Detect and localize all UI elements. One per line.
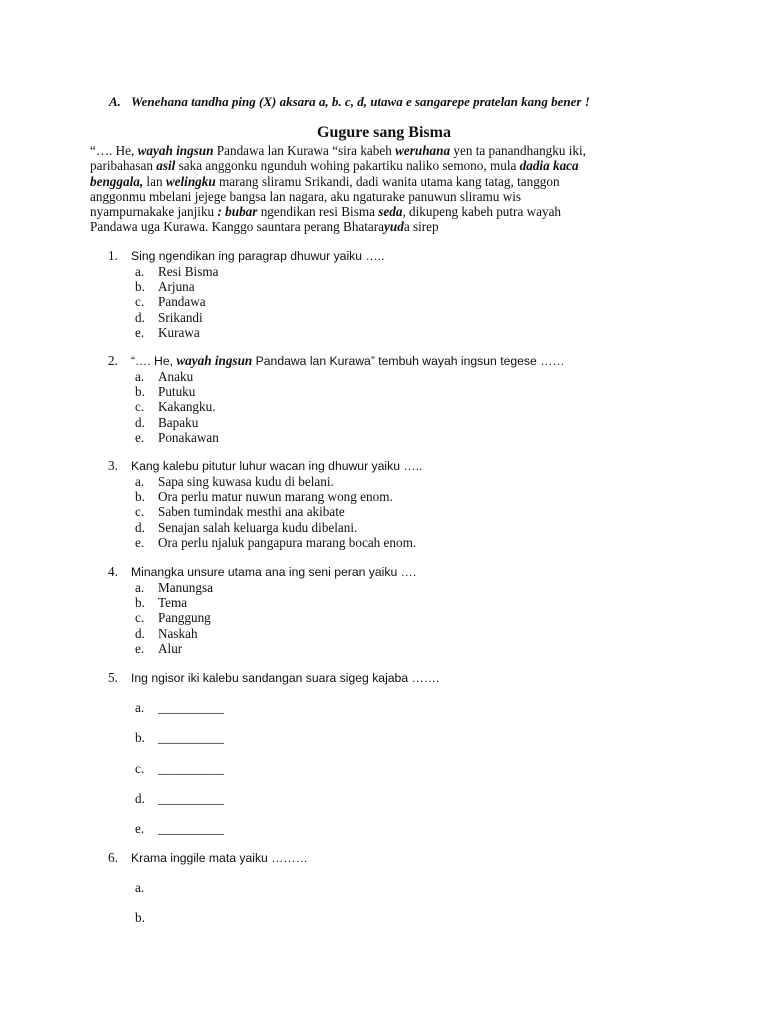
question-6: [108, 850, 708, 941]
option-c[interactable]: c. __________: [135, 760, 224, 776]
question-text: Krama inggile mata yaiku ………: [131, 851, 308, 865]
instruction-label: A.: [109, 94, 121, 109]
passage-line: benggala, lan welingku marang sliramu Srikandi, dadi wanita utama kang tatag, tanggon: [90, 173, 560, 189]
option-c[interactable]: c. Saben tumindak mesthi ana akibate: [135, 504, 345, 520]
option-e[interactable]: e. Kurawa: [135, 324, 200, 340]
passage-line: nyampurnakake janjiku : bubar ngendikan resi Bisma seda, dikupeng kabeh putra wayah: [90, 204, 562, 220]
question-number: 6.: [108, 850, 118, 865]
passage-line: “…. He, wayah ingsun Pandawa lan Kurawa “sira kabeh weruhana yen ta panandhangku iki,: [90, 143, 586, 158]
instruction: [109, 94, 590, 110]
passage-line: Pandawa uga Kurawa. Kanggo sauntara perang Bhatarayuda sirep: [90, 219, 439, 235]
question-number: 1.: [108, 248, 118, 263]
option-c[interactable]: c. Kakangku.: [135, 399, 216, 415]
option-a[interactable]: a.: [135, 880, 145, 895]
passage: [90, 143, 690, 235]
passage-line: paribahasan asil saka anggonku ngunduh wohing pakartiku naliko semono, mula dadia kaca: [90, 158, 579, 174]
answer-blank: __________: [158, 821, 224, 837]
option-a[interactable]: a. Manungsa: [135, 580, 213, 595]
instruction-text: Wenehana tandha ping (X) aksara a, b. c, d, utawa e sangarepe pratelan kang bener !: [131, 94, 590, 109]
option-c[interactable]: c. Panggung: [135, 610, 211, 626]
option-e[interactable]: e. Ora perlu njaluk pangapura marang bocah enom.: [135, 534, 417, 550]
question-3: [108, 458, 708, 550]
option-b[interactable]: b. Tema: [135, 595, 188, 611]
option-a[interactable]: a. Anaku: [135, 369, 194, 384]
answer-blank: __________: [158, 700, 224, 715]
question-2: [108, 353, 708, 445]
option-d[interactable]: d. Senajan salah keluarga kudu dibelani.: [135, 519, 358, 535]
question-4: [108, 564, 708, 656]
option-b[interactable]: b.: [135, 910, 145, 926]
question-text: “…. He, wayah ingsun Pandawa lan Kurawa” tembuh wayah ingsun tegese ……: [131, 353, 565, 368]
answer-blank: __________: [158, 730, 224, 746]
answer-blank: __________: [158, 790, 224, 806]
option-d[interactable]: d. Naskah: [135, 625, 198, 641]
option-d[interactable]: d. Srikandi: [135, 309, 203, 325]
option-b[interactable]: b. __________: [135, 730, 224, 746]
question-number: 3.: [108, 458, 118, 473]
question-text: Sing ngendikan ing paragrap dhuwur yaiku …..: [131, 249, 385, 263]
question-1: [108, 248, 708, 340]
option-e[interactable]: e. Ponakawan: [135, 429, 219, 445]
passage-line: anggonmu mbelani jejege bangsa lan nagara, aku ngaturake panuwun sliramu wis: [90, 188, 522, 204]
question-text: Minangka unsure utama ana ing seni peran yaiku ….: [131, 565, 417, 579]
option-e[interactable]: e. __________: [135, 821, 224, 837]
option-e[interactable]: e. Alur: [135, 640, 183, 656]
option-a[interactable]: a. __________: [135, 700, 224, 715]
question-text: Ing ngisor iki kalebu sandangan suara sigeg kajaba …….: [131, 671, 440, 685]
option-a[interactable]: a. Resi Bisma: [135, 264, 219, 279]
question-5: [108, 670, 708, 851]
question-text: Kang kalebu pitutur luhur wacan ing dhuwur yaiku …..: [131, 459, 423, 473]
option-d[interactable]: d. __________: [135, 790, 224, 806]
option-b[interactable]: b. Putuku: [135, 384, 196, 400]
question-number: 5.: [108, 670, 118, 685]
option-b[interactable]: b. Arjuna: [135, 279, 195, 295]
question-number: 4.: [108, 564, 118, 579]
option-c[interactable]: c. Pandawa: [135, 294, 206, 310]
option-a[interactable]: a. Sapa sing kuwasa kudu di belani.: [135, 474, 334, 489]
option-d[interactable]: d. Bapaku: [135, 414, 199, 430]
question-number: 2.: [108, 353, 118, 368]
answer-blank: __________: [158, 760, 224, 776]
option-b[interactable]: b. Ora perlu matur nuwun marang wong enom.: [135, 489, 393, 505]
passage-title: Gugure sang Bisma: [317, 124, 451, 141]
